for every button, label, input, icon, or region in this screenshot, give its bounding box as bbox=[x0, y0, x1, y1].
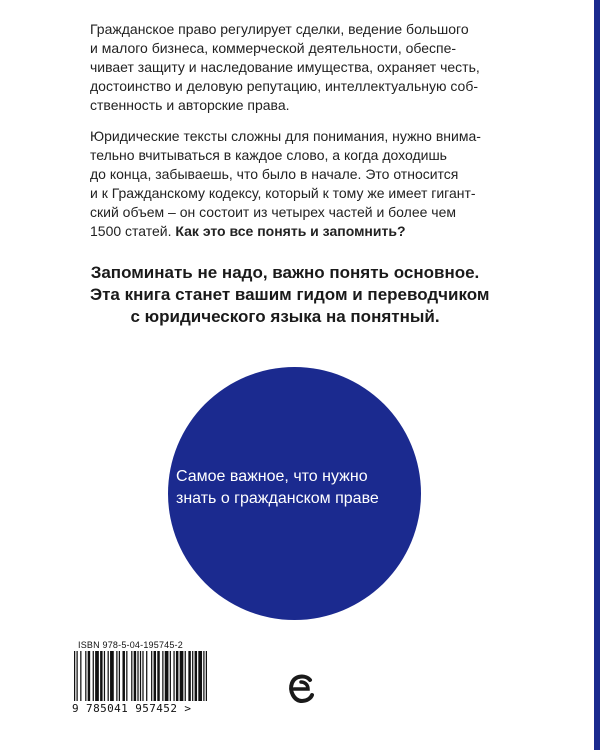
barcode-bar bbox=[173, 651, 174, 701]
text-line: Юридические тексты сложны для понимания, нужно внима- bbox=[90, 128, 481, 144]
tagline-line: Эта книга станет вашим гидом и переводчиком bbox=[90, 285, 490, 304]
barcode-bar bbox=[195, 651, 197, 701]
barcode-bar bbox=[110, 651, 114, 701]
right-edge-stripe bbox=[594, 0, 600, 750]
text-plain: 1500 статей. bbox=[90, 223, 176, 239]
text-line: Гражданское право регулирует сделки, ведение большого bbox=[90, 21, 469, 37]
barcode-bar bbox=[140, 651, 141, 701]
barcode-bar bbox=[116, 651, 117, 701]
barcode-bar bbox=[108, 651, 109, 701]
description-paragraph-2 bbox=[90, 127, 481, 241]
eksmo-logo-icon bbox=[286, 671, 316, 707]
barcode-bar bbox=[165, 651, 169, 701]
text-line-final bbox=[90, 222, 470, 241]
barcode-bar bbox=[157, 651, 159, 701]
circle-caption-line: Самое важное, что нужно bbox=[176, 468, 368, 485]
tagline-line: с юридического языка на понятный. bbox=[130, 307, 440, 326]
text-line: достоинство и деловую репутацию, интеллектуальную соб- bbox=[90, 78, 479, 94]
barcode-bar bbox=[76, 651, 77, 701]
barcode-bar bbox=[93, 651, 94, 701]
text-line: и малого бизнеса, коммерческой деятельности, обеспе- bbox=[90, 40, 457, 56]
barcode-bar bbox=[126, 651, 127, 701]
description-paragraph-1 bbox=[90, 20, 480, 115]
barcode-bar bbox=[154, 651, 156, 701]
barcode-bar bbox=[180, 651, 184, 701]
barcode-bar bbox=[185, 651, 186, 701]
barcode-bar bbox=[188, 651, 190, 701]
text-line: ственность и авторские права. bbox=[90, 97, 290, 113]
barcode-bar bbox=[131, 651, 132, 701]
barcode-digits: 9 785041 957452 > bbox=[72, 702, 192, 715]
barcode-bar bbox=[203, 651, 204, 701]
barcode-bar bbox=[176, 651, 178, 701]
barcode-bar bbox=[74, 651, 75, 701]
tagline bbox=[90, 262, 490, 328]
barcode bbox=[74, 651, 207, 701]
barcode-bar bbox=[198, 651, 202, 701]
barcode-bar bbox=[88, 651, 90, 701]
tagline-line: Запоминать не надо, важно понять основное. bbox=[90, 263, 480, 282]
isbn-label: ISBN 978-5-04-195745-2 bbox=[78, 640, 183, 650]
barcode-bar bbox=[192, 651, 193, 701]
circle-caption bbox=[176, 466, 416, 510]
text-line: ский объем – он состоит из четырех частей и более чем bbox=[90, 204, 456, 220]
barcode-bar bbox=[142, 651, 143, 701]
barcode-bar bbox=[122, 651, 124, 701]
barcode-bar bbox=[146, 651, 147, 701]
key-question: Как это все понять и запомнить? bbox=[175, 223, 406, 239]
text-line: и к Гражданскому кодексу, который к тому же имеет гигант- bbox=[90, 185, 476, 201]
barcode-bar bbox=[119, 651, 120, 701]
barcode-bar bbox=[80, 651, 81, 701]
barcode-bar bbox=[151, 651, 152, 701]
barcode-bar bbox=[206, 651, 207, 701]
barcode-bar bbox=[104, 651, 105, 701]
barcode-bar bbox=[95, 651, 99, 701]
circle-caption-line: знать о гражданском праве bbox=[176, 490, 379, 507]
barcode-bar bbox=[85, 651, 86, 701]
text-line: до конца, забываешь, что было в начале. Это относится bbox=[90, 166, 459, 182]
barcode-bar bbox=[100, 651, 102, 701]
barcode-bar bbox=[162, 651, 163, 701]
text-line: чивает защиту и наследование имущества, охраняет честь, bbox=[90, 59, 480, 75]
barcode-bar bbox=[137, 651, 138, 701]
text-line: тельно вчитываться в каждое слово, а когда доходишь bbox=[90, 147, 447, 163]
barcode-bar bbox=[170, 651, 171, 701]
barcode-bar bbox=[134, 651, 136, 701]
